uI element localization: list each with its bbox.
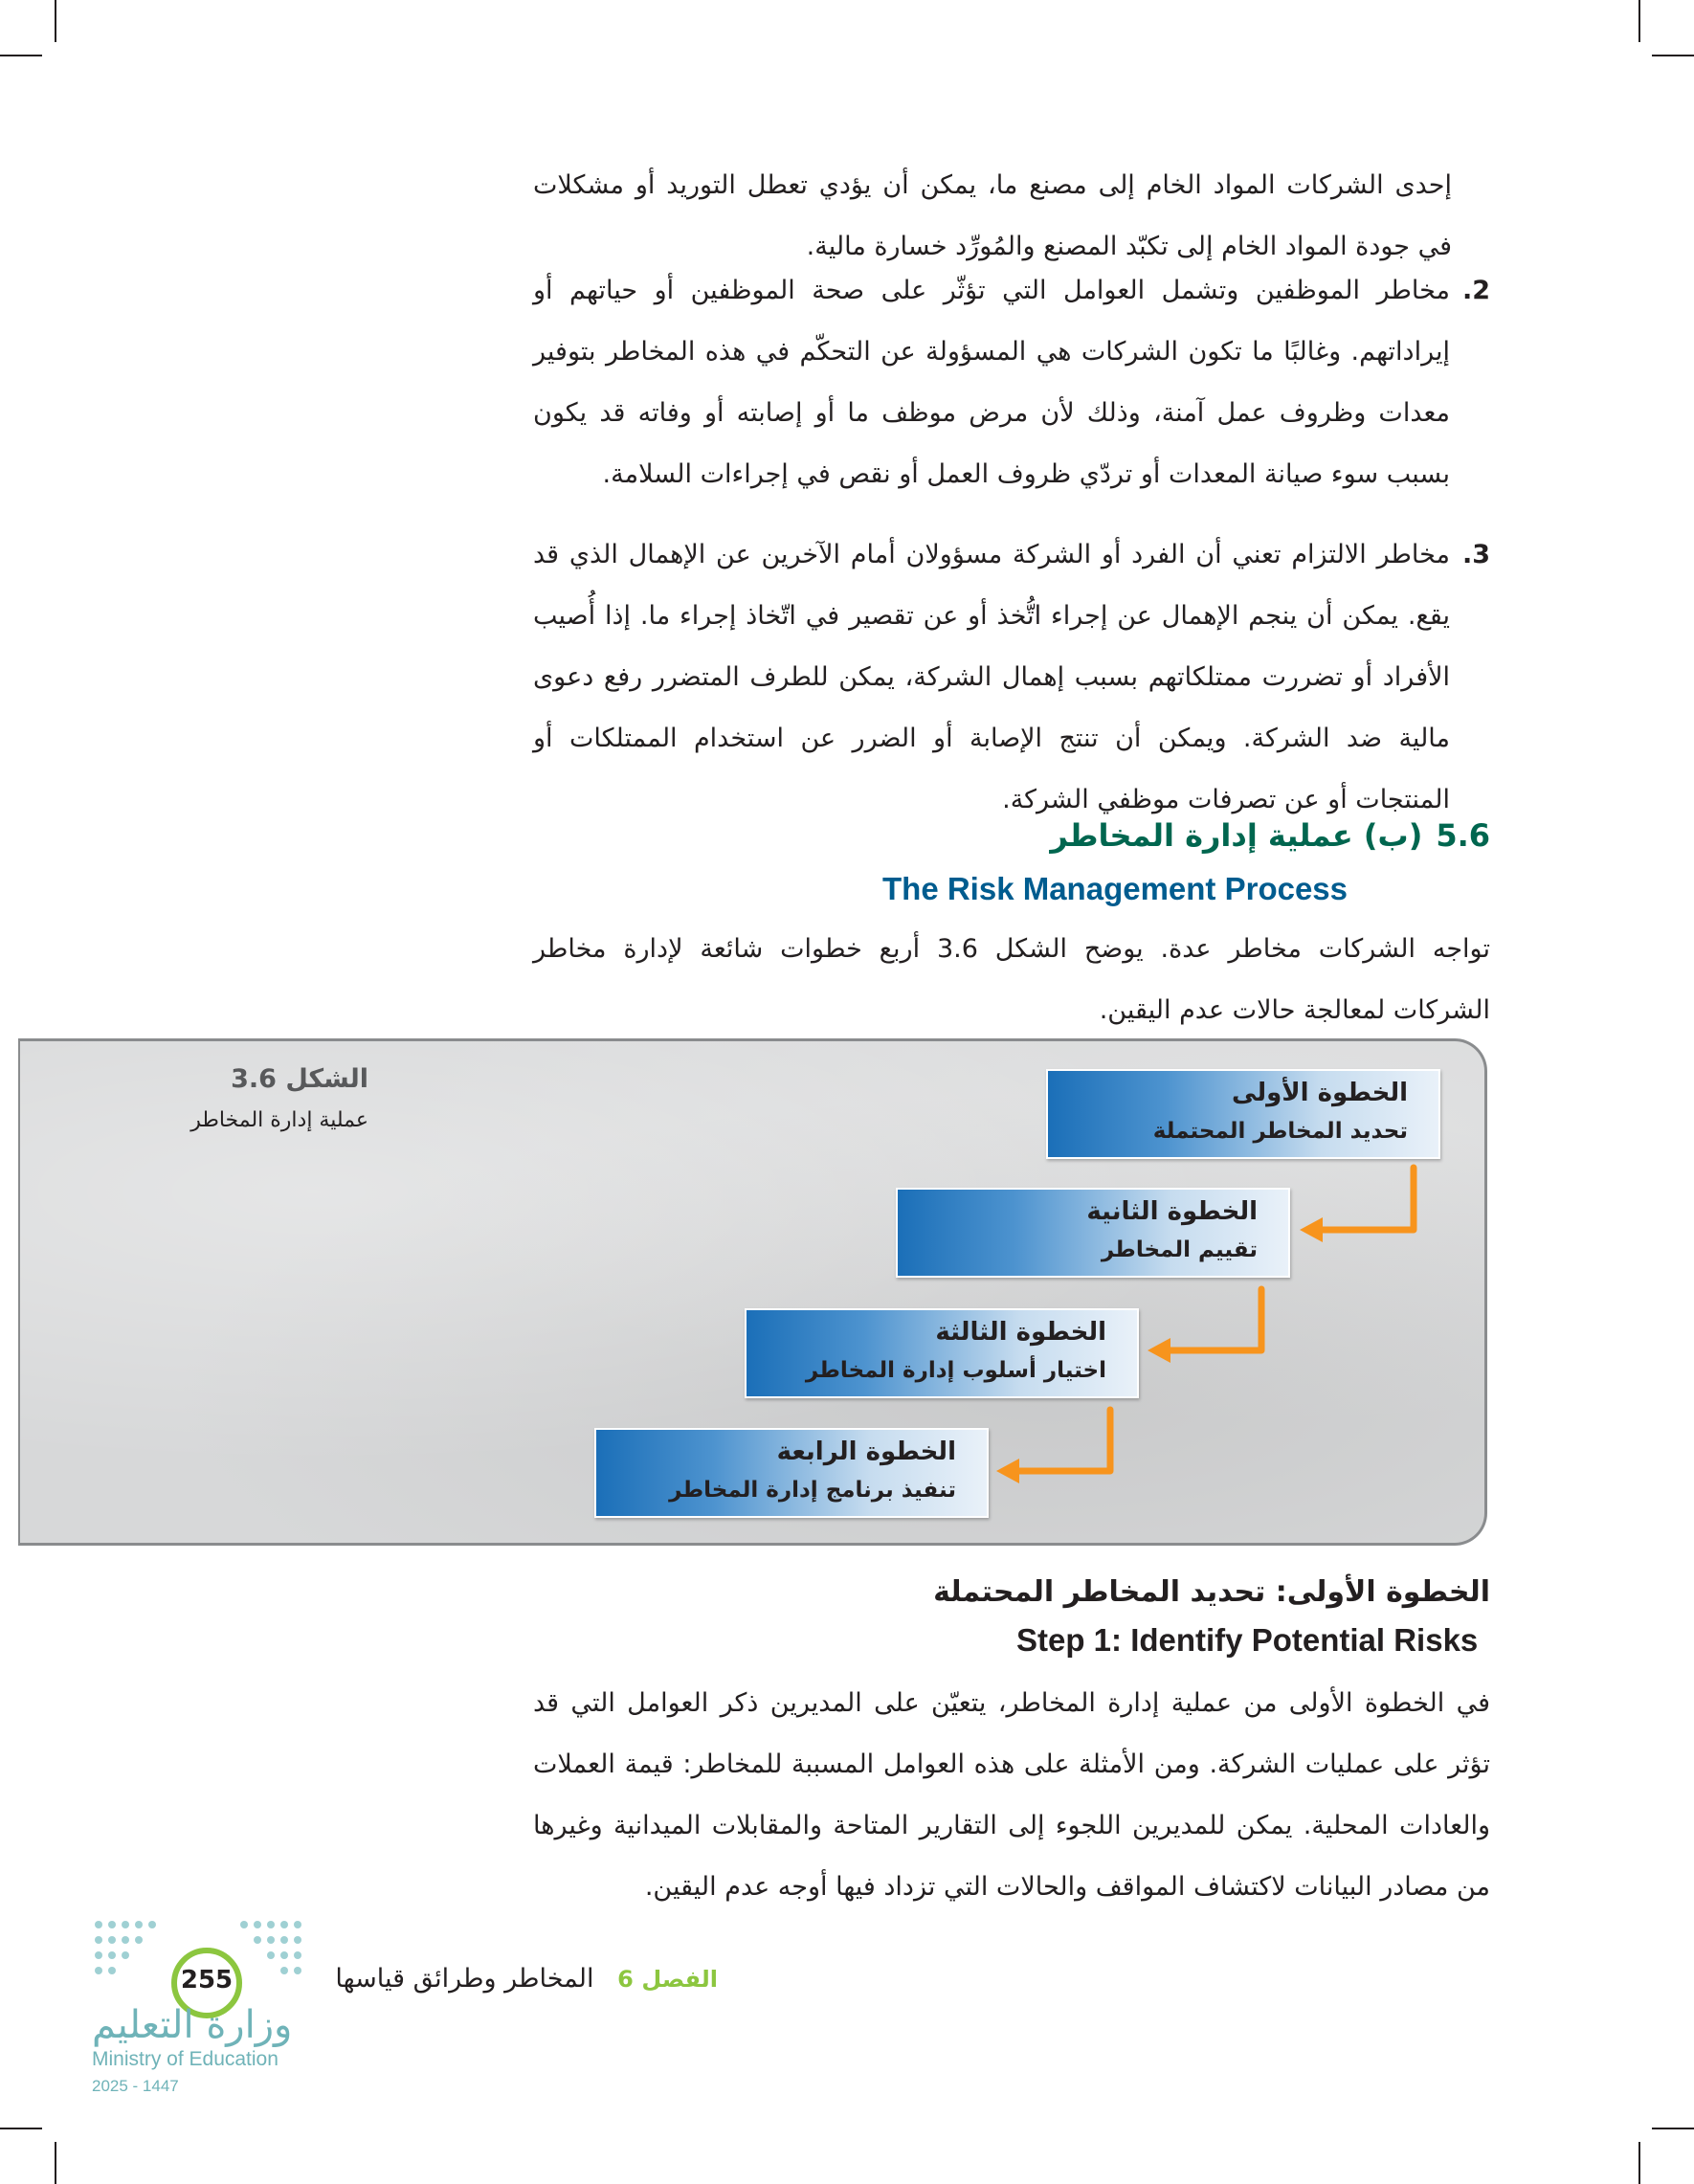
step1-heading-en: Step 1: Identify Potential Risks bbox=[1016, 1622, 1479, 1658]
step-desc: تحديد المخاطر المحتملة bbox=[1152, 1119, 1408, 1144]
arrow-icon bbox=[1013, 1410, 1110, 1471]
arrow-icon bbox=[1164, 1289, 1261, 1350]
step-title: الخطوة الثانية bbox=[1086, 1197, 1258, 1226]
ministry-name-en: Ministry of Education bbox=[92, 2048, 279, 2070]
chapter-number: 6 bbox=[617, 1966, 634, 1993]
section-title-en: The Risk Management Process bbox=[882, 871, 1349, 906]
section-body: تواجه الشركات مخاطر عدة. يوضح الشكل 3.6 أربع خطوات شائعة لإدارة مخاطر الشركات لمعالجة حالات عدم اليقين. bbox=[533, 934, 1490, 1025]
crop-mark bbox=[1638, 2142, 1640, 2184]
crop-mark bbox=[0, 2128, 42, 2129]
section-title-ar: (ب) عملية إدارة المخاطر bbox=[1050, 817, 1423, 854]
arrow-head-icon bbox=[1300, 1217, 1323, 1242]
chapter-title: المخاطر وطرائق قياسها bbox=[335, 1964, 594, 1994]
intro-paragraph: إحدى الشركات المواد الخام إلى مصنع ما، يمكن أن يؤدي تعطل التوريد أو مشكلات في جودة المواد الخام إلى تكبّد المصنع والمُورِّد خسارة مالية. bbox=[533, 170, 1452, 261]
chapter-footer bbox=[335, 1964, 718, 1994]
list-number: 3. bbox=[1461, 540, 1490, 569]
list-item-text: مخاطر الموظفين وتشمل العوامل التي تؤثّر على صحة الموظفين أو حياتهم أو إيراداتهم. وغالبًا ما تكون الشركات هي المسؤولة عن التحكّم في هذه المخاطر بتوفير معدات وظروف عمل آمنة، وذلك لأن مرض موظف ما أو إصابته أو وفاته قد يكون بسبب سوء صيانة المعدات أو تردّي ظروف العمل أو نقص في إجراءات السلامة. bbox=[533, 276, 1450, 489]
chapter-label: الفصل bbox=[641, 1966, 718, 1993]
crop-mark bbox=[1652, 2128, 1694, 2129]
step-title: الخطوة الرابعة bbox=[776, 1437, 956, 1466]
page-number: 255 bbox=[180, 1966, 234, 1995]
arrow-head-icon bbox=[996, 1459, 1019, 1483]
list-item-text: مخاطر الالتزام تعني أن الفرد أو الشركة مسؤولان أمام الآخرين عن الإهمال الذي قد يقع. يمكن أن ينجم الإهمال عن إجراء اتُّخذ أو عن تقصير في اتّخاذ إجراء ما. إذا أُصيب الأفراد أو تضررت ممتلكاتهم بسبب إهمال الشركة، يمكن للطرف المتضرر رفع دعوى مالية ضد الشركة. ويمكن أن تنتج الإصابة أو الضرر عن استخدام الممتلكات أو المنتجات أو عن تصرفات موظفي الشركة. bbox=[533, 540, 1450, 814]
list-number: 2. bbox=[1461, 276, 1490, 305]
ministry-name-ar: وزارة التعليم bbox=[92, 2003, 293, 2047]
step-desc: تقييم المخاطر bbox=[1101, 1237, 1258, 1262]
step1-heading-ar: الخطوة الأولى: تحديد المخاطر المحتملة bbox=[933, 1575, 1490, 1609]
step-desc: اختيار أسلوب إدارة المخاطر bbox=[805, 1358, 1106, 1383]
step-desc: تنفيذ برنامج إدارة المخاطر bbox=[669, 1478, 956, 1503]
step-title: الخطوة الأولى bbox=[1232, 1079, 1408, 1107]
crop-mark bbox=[55, 2142, 56, 2184]
step1-body: في الخطوة الأولى من عملية إدارة المخاطر، يتعيّن على المديرين ذكر العوامل التي قد تؤثر على عمليات الشركة. ومن الأمثلة على هذه العوامل المسببة للمخاطر: قيمة العملات والعادات المحلية. يمكن للمديرين اللجوء إلى التقارير المتاحة والمقابلات الميدانية وغيرها من مصادر البيانات لاكتشاف المواقف والحالات التي تزداد فيها أوجه عدم اليقين. bbox=[533, 1688, 1490, 1902]
step-title: الخطوة الثالثة bbox=[935, 1318, 1106, 1347]
edition-year: 2025 - 1447 bbox=[92, 2077, 179, 2095]
arrow-icon bbox=[1316, 1168, 1414, 1230]
figure-caption: عملية إدارة المخاطر bbox=[190, 1108, 368, 1132]
section-number: 5.6 bbox=[1436, 817, 1490, 854]
figure-label: الشكل 3.6 bbox=[231, 1064, 368, 1094]
arrow-head-icon bbox=[1148, 1338, 1170, 1363]
